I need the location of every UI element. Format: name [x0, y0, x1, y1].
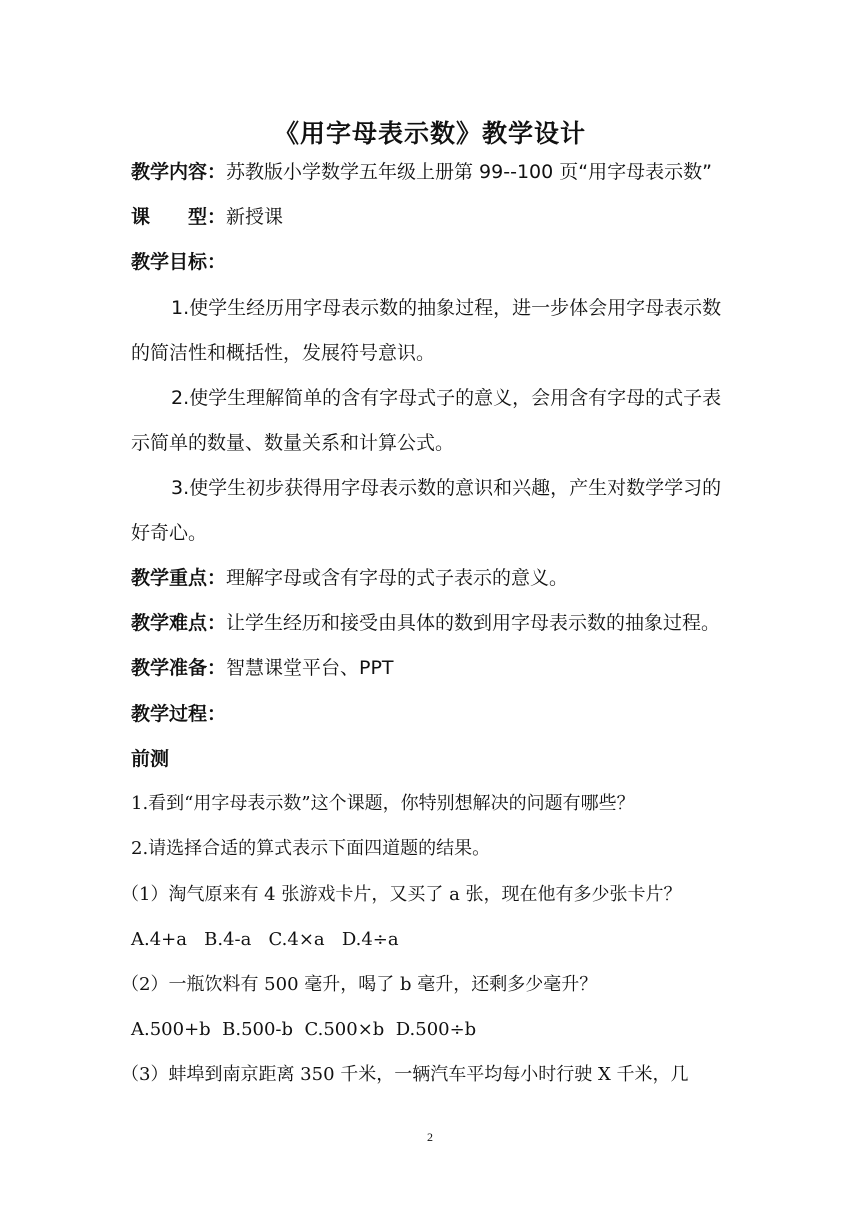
- lesson-type-label-1: 课: [131, 206, 151, 228]
- difficulty-line: [131, 611, 720, 635]
- question-2-2: （2）一瓶饮料有 500 毫升，喝了 b 毫升，还剩多少毫升？: [121, 974, 598, 995]
- goal-1-line-1: 1.使学生经历用字母表示数的抽象过程，进一步体会用字母表示数: [171, 297, 722, 319]
- lesson-type-line: [131, 205, 283, 229]
- teaching-content-text: 苏教版小学数学五年级上册第 99--100 页“用字母表示数”: [226, 161, 712, 183]
- teaching-content-line: [131, 160, 712, 184]
- question-2-1-options: A.4+a B.4-a C.4×a D.4÷a: [131, 929, 399, 950]
- teaching-goals-label: 教学目标：: [131, 251, 227, 273]
- document-title: 《用字母表示数》教学设计: [273, 119, 586, 148]
- key-point-label: 教学重点：: [131, 567, 227, 589]
- key-point-line: [131, 566, 568, 590]
- lesson-type-text: 新授课: [226, 206, 284, 228]
- teaching-content-label: 教学内容：: [131, 161, 227, 183]
- question-2-2-options: A.500+b B.500-b C.500×b D.500÷b: [131, 1019, 477, 1040]
- preparation-label: 教学准备：: [131, 657, 227, 679]
- preparation-text: 智慧课堂平台、PPT: [226, 657, 394, 679]
- goal-2-line-2: 示简单的数量、数量关系和计算公式。: [131, 432, 455, 454]
- preparation-line: [131, 656, 394, 680]
- pretest-heading: 前测: [131, 748, 170, 770]
- question-2-1: （1）淘气原来有 4 张游戏卡片，又买了 a 张，现在他有多少张卡片？: [121, 884, 682, 905]
- goal-3-line-2: 好奇心。: [131, 522, 208, 544]
- teaching-process-label: 教学过程：: [131, 703, 227, 725]
- difficulty-text: 让学生经历和接受由具体的数到用字母表示数的抽象过程。: [226, 612, 721, 634]
- goal-2-line-1: 2.使学生理解简单的含有字母式子的意义，会用含有字母的式子表: [171, 387, 722, 409]
- question-1: 1.看到“用字母表示数”这个课题，你特别想解决的问题有哪些？: [131, 793, 635, 814]
- question-2: 2.请选择合适的算式表示下面四道题的结果。: [131, 838, 491, 859]
- key-point-text: 理解字母或含有字母的式子表示的意义。: [226, 567, 569, 589]
- goal-3-line-1: 3.使学生初步获得用字母表示数的意识和兴趣，产生对数学学习的: [171, 477, 722, 499]
- lesson-type-label-2: 型：: [188, 206, 227, 228]
- question-2-3: （3）蚌埠到南京距离 350 千米，一辆汽车平均每小时行驶 X 千米，几: [121, 1064, 689, 1085]
- goal-1-line-2: 的简洁性和概括性，发展符号意识。: [131, 342, 436, 364]
- page-number: 2: [427, 1130, 433, 1144]
- difficulty-label: 教学难点：: [131, 612, 227, 634]
